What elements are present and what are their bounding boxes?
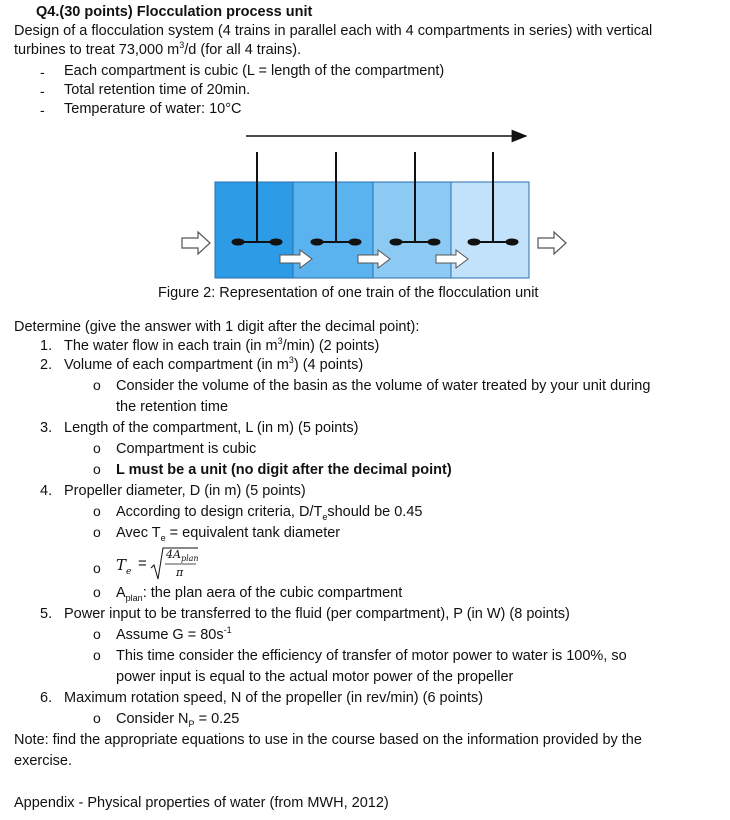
length-note-cubic: Compartment is cubic [116, 441, 257, 457]
appendix-heading: Appendix - Physical properties of water (from MWH, 2012) [14, 795, 389, 811]
figure-caption: Figure 2: Representation of one train of the flocculation unit [158, 285, 539, 301]
power-number: Consider $N_P = 0.25$ [116, 711, 240, 729]
compartment-3 [373, 182, 451, 278]
sub-bullet: o [93, 584, 101, 600]
item-number: 6. [40, 690, 53, 706]
sub-bullet: o [93, 710, 101, 726]
sub-bullet: o [93, 524, 101, 540]
sub-bullet: o [93, 440, 101, 456]
bullet-retention: Total retention time of 20min. [64, 82, 251, 98]
bullet-marker: - [40, 102, 45, 118]
volume-note-line-1: Consider the volume of the basin as the volume of water treated by your unit during [116, 378, 651, 394]
item-power-input: Power input to be transferred to the fluid (per compartment), P (in W) (8 points) [64, 606, 570, 622]
efficiency-note-line-2: power input is equal to the actual motor power of the propeller [116, 669, 514, 685]
determine-intro: Determine (give the answer with 1 digit after the decimal point): [14, 319, 420, 335]
item-number: 3. [40, 420, 53, 436]
item-number: 1. [40, 338, 53, 354]
item-propeller-diameter: Propeller diameter, D (in m) (5 points) [64, 483, 306, 499]
compartment-1 [215, 182, 293, 278]
volume-note-line-2: the retention time [116, 399, 229, 415]
intro-line-2: turbines to treat 73,000 $m^3/d$ (for all 4 trains). [14, 40, 302, 58]
inlet-arrow [182, 232, 210, 254]
outlet-arrow [538, 232, 566, 254]
item-number: 5. [40, 606, 53, 622]
bullet-compartment: Each compartment is cubic (L = length of the compartment) [64, 63, 445, 79]
compartment-4 [451, 182, 529, 278]
item-water-flow: The water flow in each train (in $m^3/\min$) (2 points) [64, 336, 380, 354]
sub-bullet: o [93, 626, 101, 642]
length-note-unit: L must be a unit (no digit after the decimal point) [116, 462, 452, 478]
velocity-gradient: Assume $G = 80s^{-1}$ [116, 625, 232, 643]
bullet-marker: - [40, 64, 45, 80]
item-length: Length of the compartment, L (in m) (5 points) [64, 420, 359, 436]
diameter-criteria: According to design criteria, $D/T_eshould$ be 0.45 [116, 504, 423, 522]
sub-bullet: o [93, 503, 101, 519]
sub-bullet: o [93, 560, 101, 576]
bullet-marker: - [40, 83, 45, 99]
sub-bullet: o [93, 377, 101, 393]
item-number: 2. [40, 357, 53, 373]
efficiency-note-line-1: This time consider the efficiency of transfer of motor power to water is 100%, so [116, 648, 627, 664]
plan-area-definition: $A_{plan}$: the plan aera of the cubic compartment [116, 585, 403, 603]
note-line-1: Note: find the appropriate equations to use in the course based on the information provided by the [14, 732, 642, 748]
item-volume: Volume of each compartment (in $m^3$) (4 points) [64, 355, 364, 373]
bullet-temperature: Temperature of water: 10°C [64, 101, 242, 117]
sub-bullet: o [93, 647, 101, 663]
item-rotation-speed: Maximum rotation speed, N of the propeller (in rev/min) (6 points) [64, 690, 484, 706]
sub-bullet: o [93, 461, 101, 477]
flocculation-train-figure [170, 124, 590, 284]
item-number: 4. [40, 483, 53, 499]
equivalent-diameter: Avec $T_e$ = equivalent tank diameter [116, 525, 341, 543]
question-title: Q4.(30 points) Flocculation process unit [36, 4, 313, 20]
note-line-2: exercise. [14, 753, 73, 769]
equivalent-diameter-formula: $T_e$ = $4A_{plan}$ π [116, 548, 199, 579]
intro-line-1: Design of a flocculation system (4 trains in parallel each with 4 compartments in series) with vertical [14, 23, 653, 39]
